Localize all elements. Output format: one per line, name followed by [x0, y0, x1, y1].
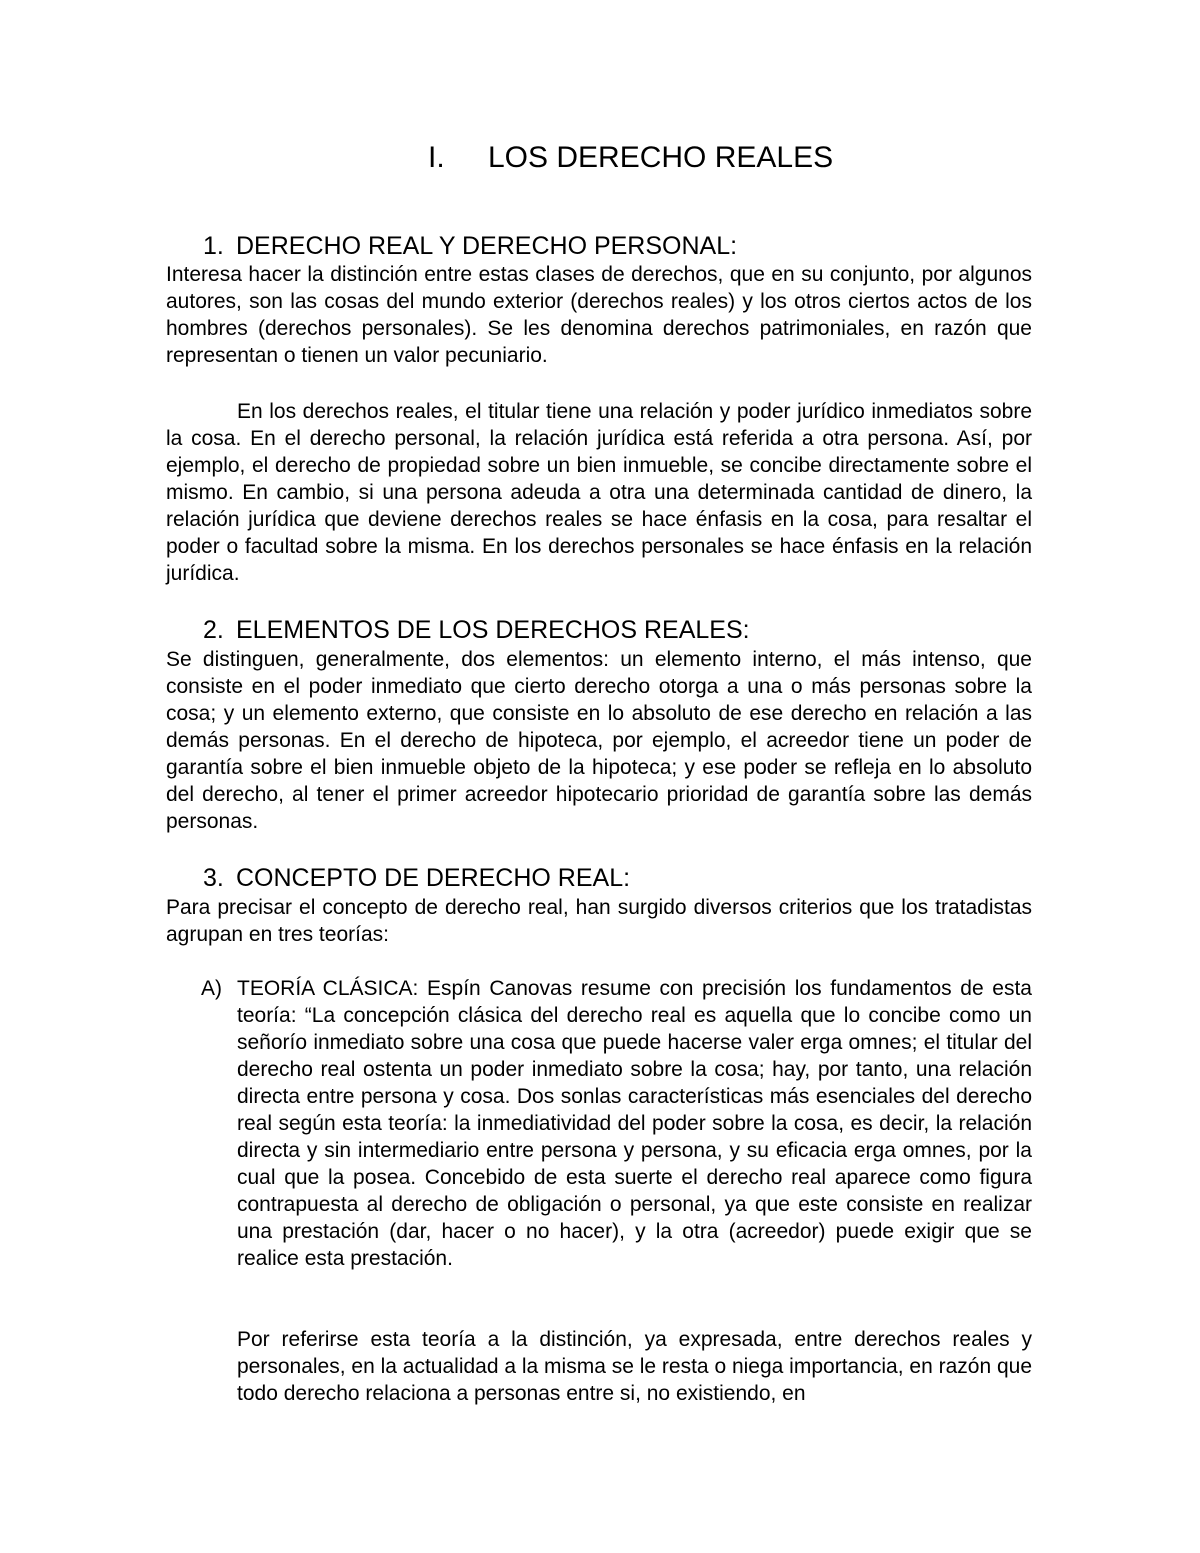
section-2-heading-text: ELEMENTOS DE LOS DERECHOS REALES:: [236, 616, 750, 644]
section-1-heading-text: DERECHO REAL Y DERECHO PERSONAL:: [236, 232, 738, 260]
section-1-paragraph-1: Interesa hacer la distinción entre estas clases de derechos, que en su conjunto, por algunos autores, son las cosas del mundo exterior (derechos reales) y los otros ciertos actos de los hombres (derechos personales). Se les denomina derechos patrimoniales, en razón que representan o tienen un valor pecuniario.: [166, 263, 1032, 367]
title-number: I.: [428, 141, 445, 174]
section-2-number: 2.: [203, 616, 224, 644]
section-3-number: 3.: [203, 864, 224, 892]
section-2-paragraph-1: Se distinguen, generalmente, dos elementos: un elemento interno, el más intenso, que consiste en el poder inmediato que cierto derecho otorga a una o más personas sobre la cosa; y un elemento externo, que consiste en lo absoluto de ese derecho en relación a las demás personas. En el derecho de hipoteca, por ejemplo, el acreedor tiene un poder de garantía sobre el bien inmueble objeto de la hipoteca; y ese poder se refleja en lo absoluto del derecho, al tener el primer acreedor hipotecario prioridad de garantía sobre las demás personas.: [166, 648, 1032, 833]
list-item-a: [201, 975, 1032, 1272]
section-3-paragraph-1: Para precisar el concepto de derecho real, han surgido diversos criterios que los tratadistas agrupan en tres teorías:: [166, 896, 1032, 946]
section-3-heading: [203, 862, 630, 894]
list-item-marker: A): [201, 977, 222, 1000]
list-item-text: TEORÍA CLÁSICA: Espín Canovas resume con precisión los fundamentos de esta teoría: “La concepción clásica del derecho real es aquella que lo concibe como un señorío inmediato sobre una cosa que puede hacerse valer erga omnes; el titular del derecho real ostenta un poder inmediato sobre la cosa; hay, por tanto, una relación directa entre persona y cosa. Dos sonlas características más esenciales del derecho real según esta teoría: la inmediatividad del poder sobre la cosa, es decir, la relación directa y sin intermediario entre persona y persona, y su eficacia erga omnes, por la cual que la posea. Concebido de esta suerte el derecho real aparece como figura contrapuesta al derecho de obligación o personal, ya que este consiste en realizar una prestación (dar, hacer o no hacer), y la otra (acreedor) puede exigir que se realice esta prestación.: [237, 977, 1032, 1270]
section-1-paragraph-2: En los derechos reales, el titular tiene una relación y poder jurídico inmediatos sobre la cosa. En el derecho personal, la relación jurídica está referida a otra persona. Así, por ejemplo, el derecho de propiedad sobre un bien inmueble, se concibe directamente sobre el mismo. En cambio, si una persona adeuda a otra una determinada cantidad de dinero, la relación jurídica que deviene derechos reales se hace énfasis en la cosa, para resaltar el poder o facultad sobre la misma. En los derechos personales se hace énfasis en la relación jurídica.: [166, 400, 1032, 585]
list-item-a-continuation: Por referirse esta teoría a la distinción, ya expresada, entre derechos reales y personales, en la actualidad a la misma se le resta o niega importancia, en razón que todo derecho relaciona a personas entre si, no existiendo, en: [237, 1328, 1032, 1405]
section-2-heading: [203, 614, 750, 646]
section-3-heading-text: CONCEPTO DE DERECHO REAL:: [236, 864, 631, 892]
section-1-heading: [203, 230, 737, 262]
section-1-number: 1.: [203, 232, 224, 260]
document-title: [428, 138, 833, 178]
title-text: LOS DERECHO REALES: [488, 141, 834, 174]
